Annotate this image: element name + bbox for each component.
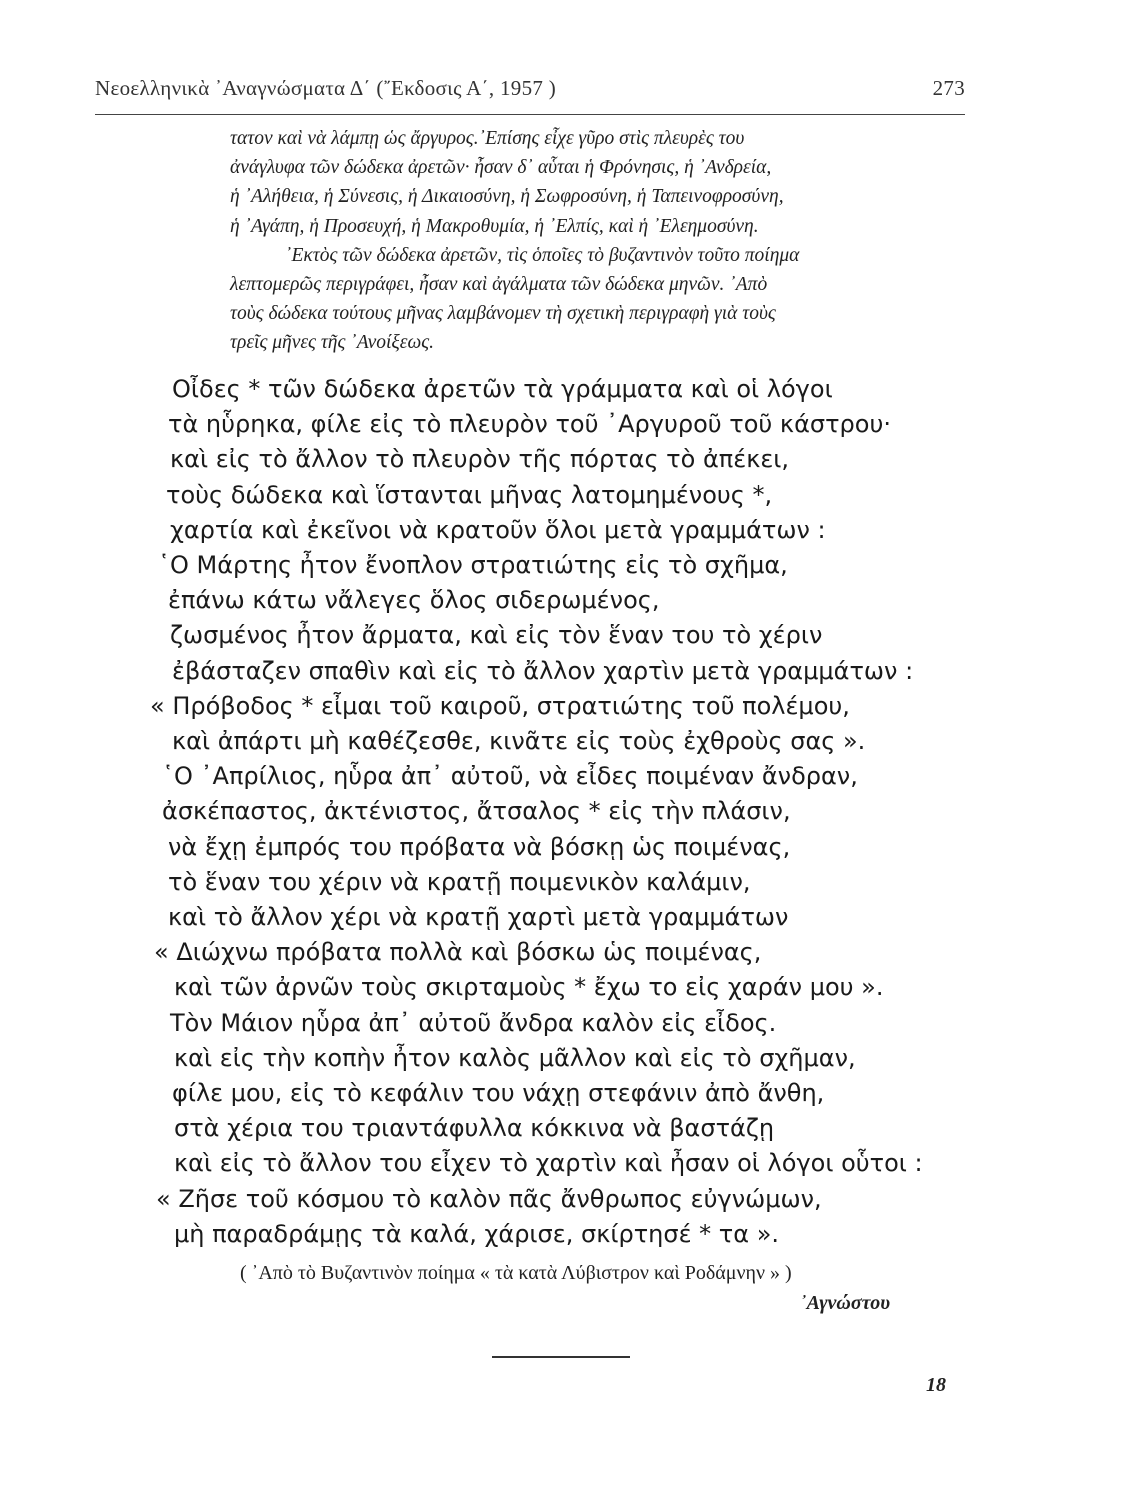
poem-verse: ῾Ο Μάρτης ἦτον ἔνοπλον στρατιώτης εἰς τὸ σχῆμα,	[158, 551, 788, 580]
poem-verse: Τὸν Μάιον ηὗρα ἀπ᾿ αὐτοῦ ἄνδρα καλὸν εἰς εἶδος.	[170, 1008, 777, 1037]
prose-line: ἡ ᾿Αγάπη, ἡ Προσευχή, ἡ Μακροθυμία, ἡ ᾿Ελπίς, καὶ ἡ ᾿Ελεημοσύνη.	[230, 215, 759, 237]
prose-line: λεπτομερῶς περιγράφει, ἦσαν καὶ ἀγάλματα τῶν δώδεκα μηνῶν. ᾿Απὸ	[230, 274, 768, 296]
poem-verse: τοὺς δώδεκα καὶ ἵστανται μῆνας λατομημένους *,	[166, 480, 773, 509]
prose-line: ᾿Εκτὸς τῶν δώδεκα ἀρετῶν, τὶς ὁποῖες τὸ βυζαντινὸν τοῦτο ποίημα	[285, 244, 800, 266]
prose-line: ἀνάγλυφα τῶν δώδεκα ἀρετῶν· ἦσαν δ᾿ αὗται ἡ Φρόνησις, ἡ ᾿Ανδρεία,	[230, 157, 772, 179]
poem-verse: « Διώχνω πρόβατα πολλὰ καὶ βόσκω ὡς ποιμένας,	[154, 938, 762, 967]
author-attribution: ᾿Αγνώστου	[800, 1292, 891, 1314]
poem-verse: « Ζῆσε τοῦ κόσμου τὸ καλὸν πᾶς ἄνθρωπος εὐγνώμων,	[156, 1184, 822, 1213]
poem-verse: καὶ εἰς τὸ ἄλλον τὸ πλευρὸν τῆς πόρτας τὸ ἀπέκει,	[170, 445, 790, 474]
page-number: 273	[932, 76, 965, 100]
poem	[150, 372, 1000, 1252]
prose-line: τοὺς δώδεκα τούτους μῆνας λαμβάνομεν τὴ σχετικὴ περιγραφὴ γιὰ τοὺς	[230, 303, 776, 325]
poem-verse: ἐπάνω κάτω νἄλεγες ὅλος σιδερωμένος,	[168, 586, 660, 615]
poem-verse: ῾Ο ᾿Απρίλιος, ηὗρα ἀπ᾿ αὐτοῦ, νὰ εἶδες ποιμέναν ἄνδραν,	[162, 762, 858, 791]
poem-verse: φίλε μου, εἰς τὸ κεφάλιν του νάχῃ στεφάνιν ἀπὸ ἄνθη,	[172, 1079, 825, 1108]
poem-verse: καὶ τῶν ἀρνῶν τοὺς σκιρταμοὺς * ἔχω το εἰς χαράν μου ».	[174, 973, 884, 1002]
book-title: Νεοελληνικὰ ᾿Αναγνώσματα Δ΄ (῎Εκδοσις Α΄, 1957 )	[95, 76, 557, 100]
poem-verse: καὶ εἰς τὴν κοπὴν ἦτον καλὸς μᾶλλον καὶ εἰς τὸ σχῆμαν,	[174, 1043, 856, 1072]
poem-verse: μὴ παραδράμῃς τὰ καλά, χάρισε, σκίρτησέ * τα ».	[174, 1219, 780, 1248]
poem-verse: τὸ ἕναν του χέριν νὰ κρατῇ ποιμενικὸν καλάμιν,	[168, 867, 751, 896]
header-rule	[95, 114, 965, 115]
prose-line: τατον καὶ νὰ λάμπῃ ὡς ἄργυρος.᾿Επίσης εἶχε γῦρο στὶς πλευρὲς του	[230, 128, 745, 149]
signature-mark: 18	[926, 1374, 946, 1396]
intro-paragraph	[230, 124, 970, 358]
poem-verse: τὰ ηὗρηκα, φίλε εἰς τὸ πλευρὸν τοῦ ᾿Αργυροῦ τοῦ κάστρου·	[168, 410, 891, 439]
source-citation: ( ᾿Απὸ τὸ Βυζαντινὸν ποίημα « τὰ κατὰ Λύβιστρον καὶ Ροδάμνην » )	[240, 1262, 792, 1284]
prose-line: ἡ ᾿Αλήθεια, ἡ Σύνεσις, ἡ Δικαιοσύνη, ἡ Σωφροσύνη, ἡ Ταπεινοφροσύνη,	[230, 186, 784, 208]
poem-verse: καὶ ἀπάρτι μὴ καθέζεσθε, κινᾶτε εἰς τοὺς ἐχθροὺς σας ».	[172, 727, 866, 756]
poem-verse: ἀσκέπαστος, ἀκτένιστος, ἄτσαλος * εἰς τὴν πλάσιν,	[162, 797, 791, 826]
poem-verse: καὶ τὸ ἄλλον χέρι νὰ κρατῇ χαρτὶ μετὰ γραμμάτων	[168, 903, 789, 932]
poem-verse: χαρτία καὶ ἐκεῖνοι νὰ κρατοῦν ὅλοι μετὰ γραμμάτων :	[170, 515, 826, 544]
poem-verse: ζωσμένος ἦτον ἄρματα, καὶ εἰς τὸν ἕναν του τὸ χέριν	[170, 621, 823, 650]
poem-verse: « Πρόβοδος * εἶμαι τοῦ καιροῦ, στρατιώτης τοῦ πολέμου,	[150, 691, 850, 720]
poem-verse: καὶ εἰς τὸ ἄλλον του εἶχεν τὸ χαρτὶν καὶ ἦσαν οἱ λόγοι οὗτοι :	[174, 1149, 923, 1178]
poem-verse: στὰ χέρια του τριαντάφυλλα κόκκινα νὰ βαστάζῃ	[174, 1114, 775, 1143]
running-header	[95, 76, 965, 101]
poem-verse: Οἶδες * τῶν δώδεκα ἀρετῶν τὰ γράμματα καὶ οἱ λόγοι	[172, 375, 833, 403]
poem-verse: ἐβάσταζεν σπαθὶν καὶ εἰς τὸ ἄλλον χαρτὶν μετὰ γραμμάτων :	[172, 656, 914, 685]
poem-verse: νὰ ἔχῃ ἐμπρός του πρόβατα νὰ βόσκῃ ὡς ποιμένας,	[168, 832, 791, 861]
end-rule	[492, 1356, 630, 1358]
prose-line: τρεῖς μῆνες τῆς ᾿Ανοίξεως.	[230, 332, 434, 354]
